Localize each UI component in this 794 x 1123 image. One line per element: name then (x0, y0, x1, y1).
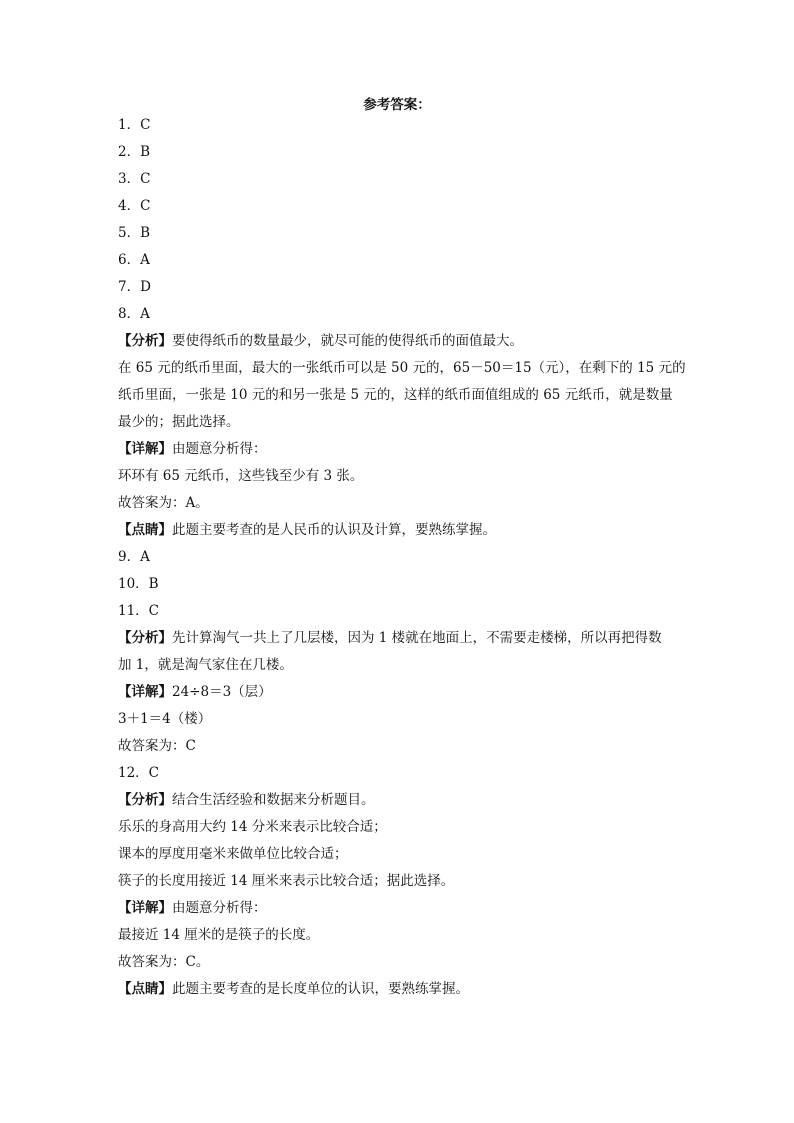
answer-line (118, 251, 688, 269)
line-text: 加 1，就是淘气家住在几楼。 (118, 657, 293, 673)
explanation-line (118, 629, 688, 647)
line-text: 3．C (118, 171, 151, 187)
section-tag: 【详解】 (118, 684, 172, 700)
line-text: 8．A (118, 306, 150, 322)
explanation-line (118, 683, 688, 701)
line-text: 4．C (118, 198, 151, 214)
line-text: 2．B (118, 144, 151, 160)
line-text: 在 65 元的纸币里面，最大的一张纸币可以是 50 元的，65－50＝15（元），在剩下的 15 元的 (118, 360, 686, 376)
line-text: 故答案为：A。 (118, 495, 209, 511)
line-text: 9．A (118, 549, 150, 565)
answer-line (118, 143, 688, 161)
page-title: 参考答案： (363, 97, 431, 113)
line-text: 故答案为：C。 (118, 954, 210, 970)
answer-line (118, 278, 688, 296)
line-text: 课本的厚度用毫米来做单位比较合适； (118, 846, 348, 862)
line-text: 5．B (118, 225, 151, 241)
answer-line (118, 845, 688, 863)
line-text: 此题主要考查的是长度单位的认识，要熟练掌握。 (172, 981, 469, 997)
answer-line (118, 818, 688, 836)
line-text: 7．D (118, 279, 151, 295)
explanation-line (118, 440, 688, 458)
line-text: 环环有 65 元纸币，这些钱至少有 3 张。 (118, 468, 364, 484)
answer-line (118, 764, 688, 782)
section-tag: 【点睛】 (118, 981, 172, 997)
answer-line (118, 197, 688, 215)
answer-line (118, 602, 688, 620)
answer-line (118, 710, 688, 728)
explanation-line (118, 791, 688, 809)
explanation-line (118, 980, 688, 998)
answer-line (118, 386, 688, 404)
line-text: 乐乐的身高用大约 14 分米来表示比较合适； (118, 819, 387, 835)
answer-line (118, 359, 688, 377)
answer-line (118, 413, 688, 431)
line-text: 纸币里面，一张是 10 元的和另一张是 5 元的，这样的纸币面值组成的 65 元纸币，就是数量 (118, 387, 673, 403)
answer-line (118, 926, 688, 944)
section-tag: 【分析】 (118, 630, 172, 646)
section-tag: 【点睛】 (118, 522, 172, 538)
line-text: 筷子的长度用接近 14 厘米来表示比较合适；据此选择。 (118, 873, 455, 889)
section-tag: 【详解】 (118, 900, 172, 916)
section-tag: 【详解】 (118, 441, 172, 457)
line-text: 先计算淘气一共上了几层楼，因为 1 楼就在地面上，不需要走楼梯，所以再把得数 (172, 630, 662, 646)
line-text: 由题意分析得： (172, 441, 267, 457)
line-text: 1．C (118, 117, 151, 133)
answer-line (118, 170, 688, 188)
line-text: 24÷8＝3（层） (172, 684, 272, 700)
line-text: 12．C (118, 765, 160, 781)
explanation-line (118, 521, 688, 539)
answer-line (118, 548, 688, 566)
line-text: 结合生活经验和数据来分析题目。 (172, 792, 375, 808)
answer-line (118, 656, 688, 674)
line-text: 3＋1＝4（楼） (118, 711, 212, 727)
section-tag: 【分析】 (118, 792, 172, 808)
answer-line (118, 575, 688, 593)
answer-line (118, 305, 688, 323)
answer-line (118, 737, 688, 755)
line-text: 要使得纸币的数量最少，就尽可能的使得纸币的面值最大。 (172, 333, 523, 349)
answer-line (118, 953, 688, 971)
line-text: 此题主要考查的是人民币的认识及计算，要熟练掌握。 (172, 522, 496, 538)
answer-line (118, 116, 688, 134)
answer-line (118, 467, 688, 485)
line-text: 故答案为：C (118, 738, 196, 754)
line-text: 由题意分析得： (172, 900, 267, 916)
section-tag: 【分析】 (118, 333, 172, 349)
explanation-line (118, 332, 688, 350)
line-text: 最接近 14 厘米的是筷子的长度。 (118, 927, 320, 943)
explanation-line (118, 899, 688, 917)
answer-line (118, 494, 688, 512)
answer-line (118, 224, 688, 242)
line-text: 最少的；据此选择。 (118, 414, 240, 430)
line-text: 11．C (118, 603, 160, 619)
line-text: 10．B (118, 576, 159, 592)
answer-line (118, 872, 688, 890)
line-text: 6．A (118, 252, 150, 268)
